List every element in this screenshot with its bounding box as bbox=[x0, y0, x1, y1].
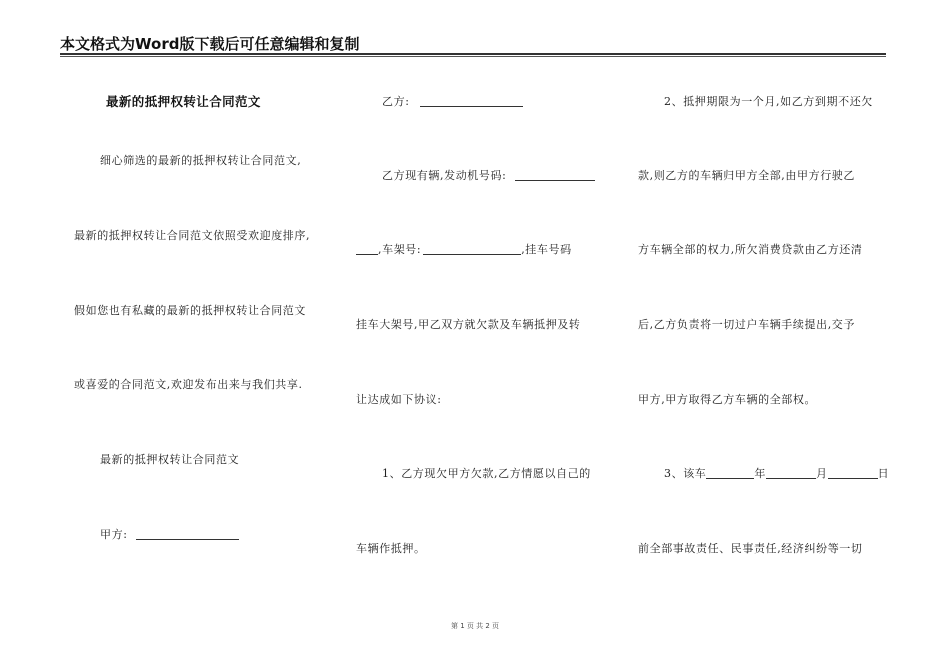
header-rule-thick bbox=[60, 53, 886, 55]
text-line: 或喜爱的合同范文,欢迎发布出来与我们共享. bbox=[74, 378, 303, 391]
party-a-blank bbox=[136, 528, 239, 540]
text-line: 前全部事故责任、民事责任,经济纠纷等一切 bbox=[638, 542, 863, 555]
day-label: 日 bbox=[877, 467, 890, 480]
text-line: 款,则乙方的车辆归甲方全部,由甲方行驶乙 bbox=[638, 169, 855, 182]
text-line: 假如您也有私藏的最新的抵押权转让合同范文 bbox=[74, 304, 306, 317]
party-b-line bbox=[382, 94, 523, 110]
frame-number-label: ,车架号: bbox=[378, 243, 422, 256]
download-banner: 本文格式为Word版下载后可任意编辑和复制 bbox=[60, 35, 360, 53]
text-line: 挂车大架号,甲乙双方就欠款及车辆抵押及转 bbox=[356, 318, 581, 331]
clause-2: 2、抵押期限为一个月,如乙方到期不还欠 bbox=[664, 95, 873, 108]
frame-number-blank bbox=[423, 243, 521, 255]
day-blank bbox=[828, 467, 878, 479]
vehicle-line bbox=[382, 168, 595, 184]
text-line: 车辆作抵押。 bbox=[356, 542, 426, 555]
page-number: 第 1 页 共 2 页 bbox=[450, 622, 500, 630]
text-line: 方车辆全部的权力,所欠消费贷款由乙方还清 bbox=[638, 243, 863, 256]
party-b-label: 乙方: bbox=[382, 95, 410, 108]
header-rule-thin bbox=[60, 56, 886, 57]
clause-1: 1、乙方现欠甲方欠款,乙方情愿以自己的 bbox=[382, 467, 591, 480]
clause-3-lead: 3、该车 bbox=[664, 467, 707, 480]
vehicle-text: 乙方现有辆,发动机号码: bbox=[382, 169, 507, 182]
year-blank bbox=[706, 467, 754, 479]
document-title: 最新的抵押权转让合同范文 bbox=[106, 94, 261, 109]
party-a-line bbox=[100, 527, 239, 543]
text-line: 让达成如下协议: bbox=[356, 393, 442, 406]
trailer-number-label: ,挂车号码 bbox=[521, 243, 572, 256]
contract-subtitle: 最新的抵押权转让合同范文 bbox=[100, 453, 240, 466]
text-line: 最新的抵押权转让合同范文依照受欢迎度排序, bbox=[74, 229, 311, 242]
party-a-label: 甲方: bbox=[100, 528, 128, 541]
clause-3 bbox=[664, 466, 889, 482]
year-label: 年 bbox=[754, 467, 767, 480]
text-line: 甲方,甲方取得乙方车辆的全部权。 bbox=[638, 393, 817, 406]
text-line: 后,乙方负责将一切过户车辆手续提出,交予 bbox=[638, 318, 855, 331]
month-blank bbox=[766, 467, 816, 479]
party-b-blank bbox=[420, 95, 523, 107]
vehicle-count-blank bbox=[356, 243, 378, 255]
frame-line bbox=[356, 242, 572, 258]
engine-number-blank bbox=[515, 169, 595, 181]
month-label: 月 bbox=[816, 467, 828, 480]
text-line: 细心筛选的最新的抵押权转让合同范文, bbox=[100, 154, 302, 167]
